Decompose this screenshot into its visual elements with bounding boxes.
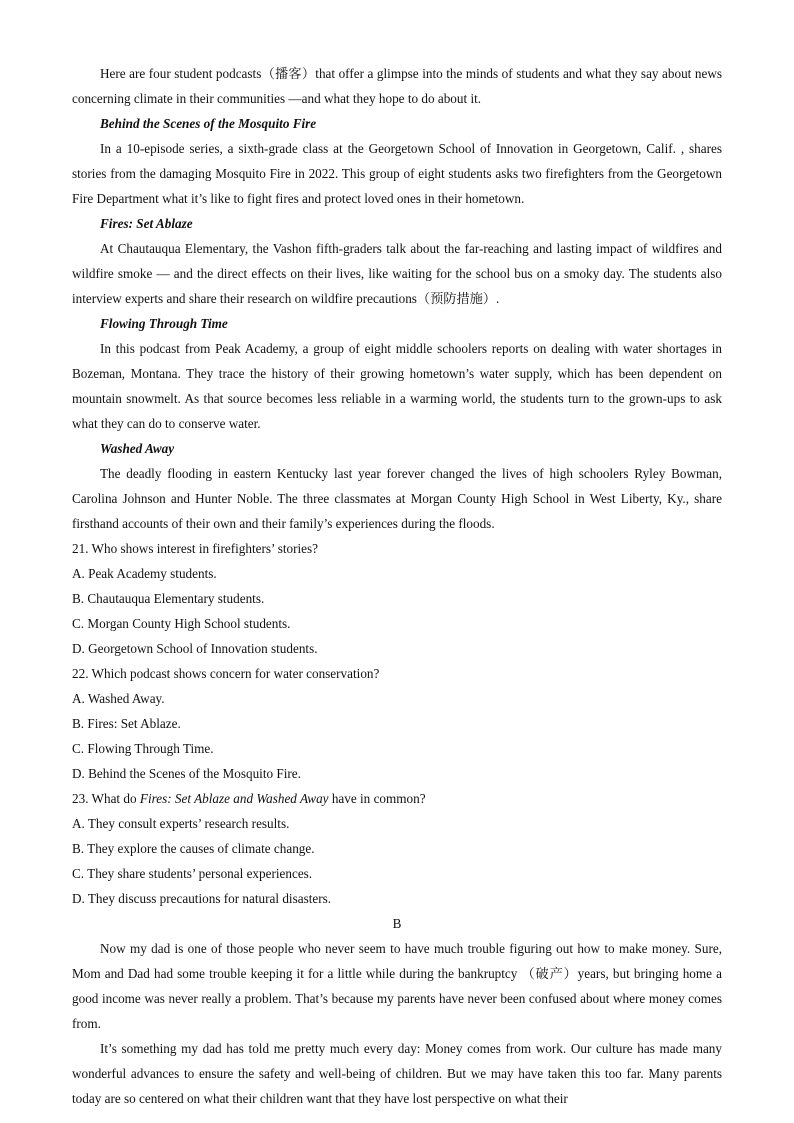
option-d[interactable]: D. Behind the Scenes of the Mosquito Fire. [72, 766, 301, 781]
option-a[interactable]: A. Washed Away. [72, 691, 165, 706]
question-23-stem-titles: Fires: Set Ablaze and Washed Away [139, 791, 329, 806]
question-23-stem-suffix: have in common? [328, 791, 426, 806]
section-b-label: B [392, 916, 402, 931]
option-b[interactable]: B. They explore the causes of climate change. [72, 841, 315, 856]
podcast-description: At Chautauqua Elementary, the Vashon fifth-graders talk about the far-reaching and lasting impact of wildfires and wildfire smoke — and the direct effects on their lives, like waiting for the school bus on a smoky day. The students also interview experts and share their research on wildfire precautions（预防措施）. [72, 241, 722, 306]
question-21-options [72, 561, 722, 661]
intro-paragraph: Here are four student podcasts（播客）that offer a glimpse into the minds of students and what they say about news concerning climate in their communities —and what they hope to do about it. [72, 66, 722, 106]
podcast-description: In this podcast from Peak Academy, a group of eight middle schoolers reports on dealing with water shortages in Bozeman, Montana. They trace the history of their growing hometown’s water supply, which has been dependent on mountain snowmelt. As that source becomes less reliable in a warming world, the students turn to the grown-ups to ask what they can do to conserve water. [72, 341, 722, 431]
section-b-paragraph: It’s something my dad has told me pretty much every day: Money comes from work. Our culture has made many wonderful advances to ensure the safety and well-being of children. But we may have taken this too far. Many parents today are so centered on what their children want that they have lost perspective on what their [72, 1041, 722, 1106]
page-content [72, 61, 722, 1111]
podcast-title: Flowing Through Time [100, 316, 228, 331]
question-23-stem [72, 786, 722, 811]
podcast-title: Behind the Scenes of the Mosquito Fire [100, 116, 317, 131]
option-a[interactable]: A. They consult experts’ research results. [72, 816, 290, 831]
option-a[interactable]: A. Peak Academy students. [72, 566, 217, 581]
option-c[interactable]: C. Flowing Through Time. [72, 741, 214, 756]
question-21-stem: 21. Who shows interest in firefighters’ stories? [72, 541, 318, 556]
podcast-title: Fires: Set Ablaze [100, 216, 193, 231]
podcast-title: Washed Away [100, 441, 175, 456]
option-d[interactable]: D. Georgetown School of Innovation students. [72, 641, 318, 656]
option-c[interactable]: C. They share students’ personal experiences. [72, 866, 313, 881]
option-b[interactable]: B. Fires: Set Ablaze. [72, 716, 181, 731]
question-22-stem: 22. Which podcast shows concern for water conservation? [72, 666, 380, 681]
section-b-paragraph: Now my dad is one of those people who never seem to have much trouble figuring out how to make money. Sure, Mom and Dad had some trouble keeping it for a little while during the bankruptcy （破产）years, but bringing home a good income was never really a problem. That’s because my parents have never been confused about where money comes from. [72, 941, 722, 1031]
question-22-options [72, 686, 722, 786]
question-23-stem-prefix: 23. What do [72, 791, 140, 806]
question-23-options [72, 811, 722, 911]
option-c[interactable]: C. Morgan County High School students. [72, 616, 291, 631]
option-b[interactable]: B. Chautauqua Elementary students. [72, 591, 265, 606]
option-d[interactable]: D. They discuss precautions for natural disasters. [72, 891, 332, 906]
podcast-description: The deadly flooding in eastern Kentucky last year forever changed the lives of high schoolers Ryley Bowman, Carolina Johnson and Hunter Noble. The three classmates at Morgan County High School in West Liberty, Ky., share firsthand accounts of their own and their family’s experiences during the floods. [72, 466, 722, 531]
podcast-description: In a 10-episode series, a sixth-grade class at the Georgetown School of Innovation in Georgetown, Calif. , shares stories from the damaging Mosquito Fire in 2022. This group of eight students asks two firefighters from the Georgetown Fire Department what it’s like to fight fires and protect loved ones in their hometown. [72, 141, 722, 206]
